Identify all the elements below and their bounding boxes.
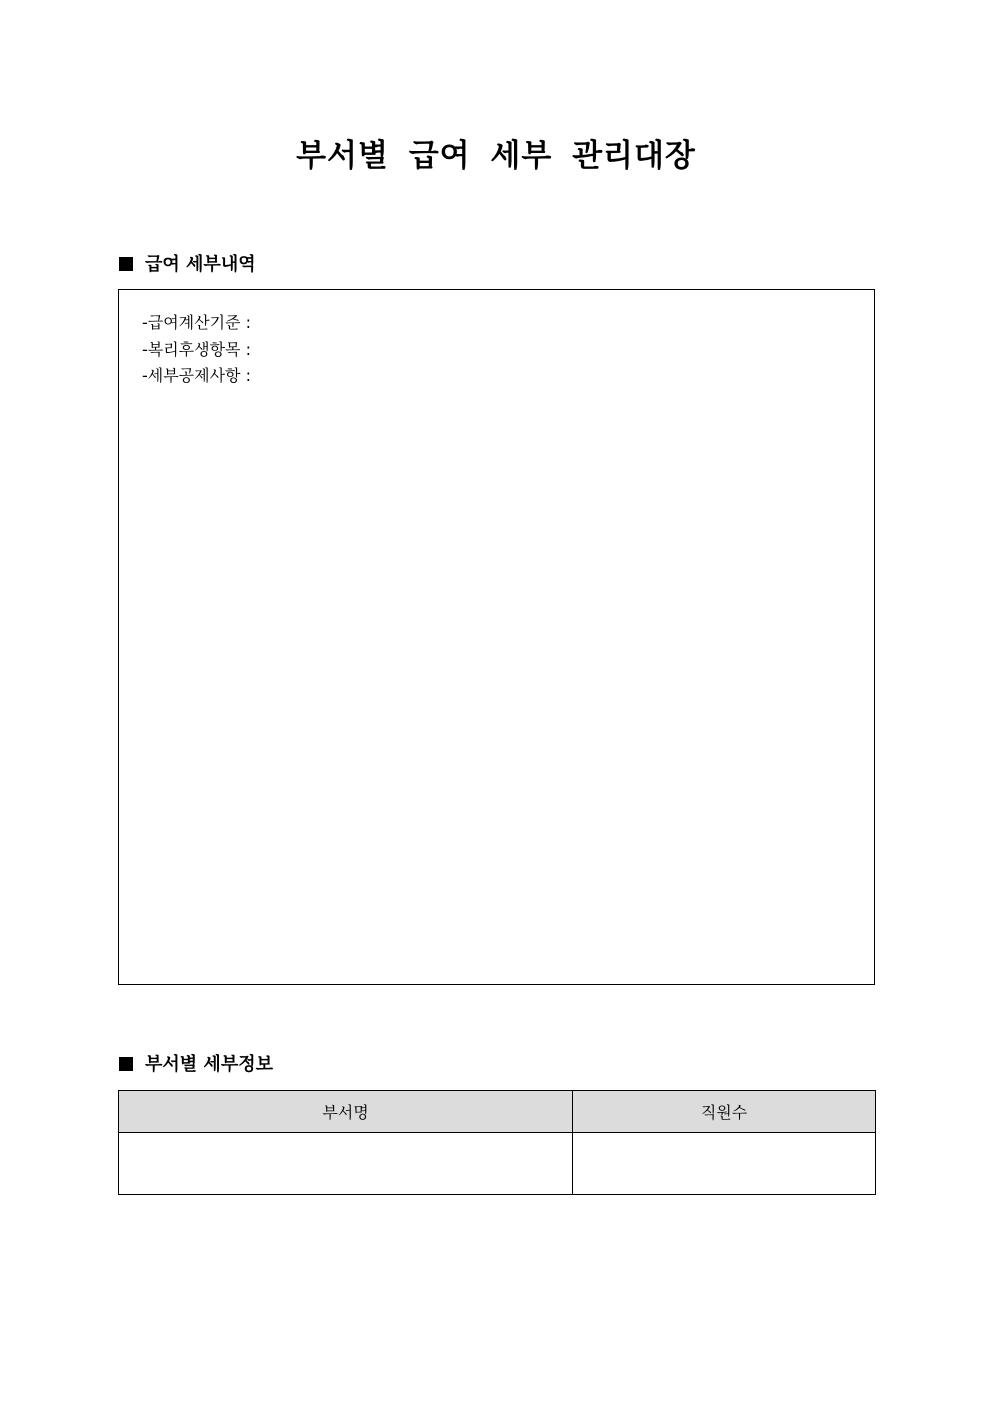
table-row (119, 1133, 876, 1195)
employee-count-cell[interactable] (573, 1133, 876, 1195)
dept-info-heading-text: 부서별 세부정보 (145, 1054, 273, 1075)
pay-details-heading-text: 급여 세부내역 (145, 254, 256, 275)
pay-details-box (118, 289, 875, 985)
table-header-row (119, 1091, 876, 1133)
deduction-details-line: -세부공제사항 : (142, 366, 251, 385)
pay-details-list (142, 310, 251, 390)
header-employee-count: 직원수 (573, 1091, 876, 1133)
pay-details-heading (119, 253, 256, 277)
dept-info-table (118, 1090, 876, 1195)
pay-calculation-basis-line: -급여계산기준 : (142, 313, 251, 332)
square-bullet-icon (119, 257, 133, 271)
header-dept-name: 부서명 (119, 1091, 573, 1133)
square-bullet-icon (119, 1057, 133, 1071)
dept-name-cell[interactable] (119, 1133, 573, 1195)
dept-info-heading (119, 1053, 273, 1077)
page-title: 부서별 급여 세부 관리대장 (296, 138, 696, 174)
welfare-items-line: -복리후생항목 : (142, 339, 251, 359)
